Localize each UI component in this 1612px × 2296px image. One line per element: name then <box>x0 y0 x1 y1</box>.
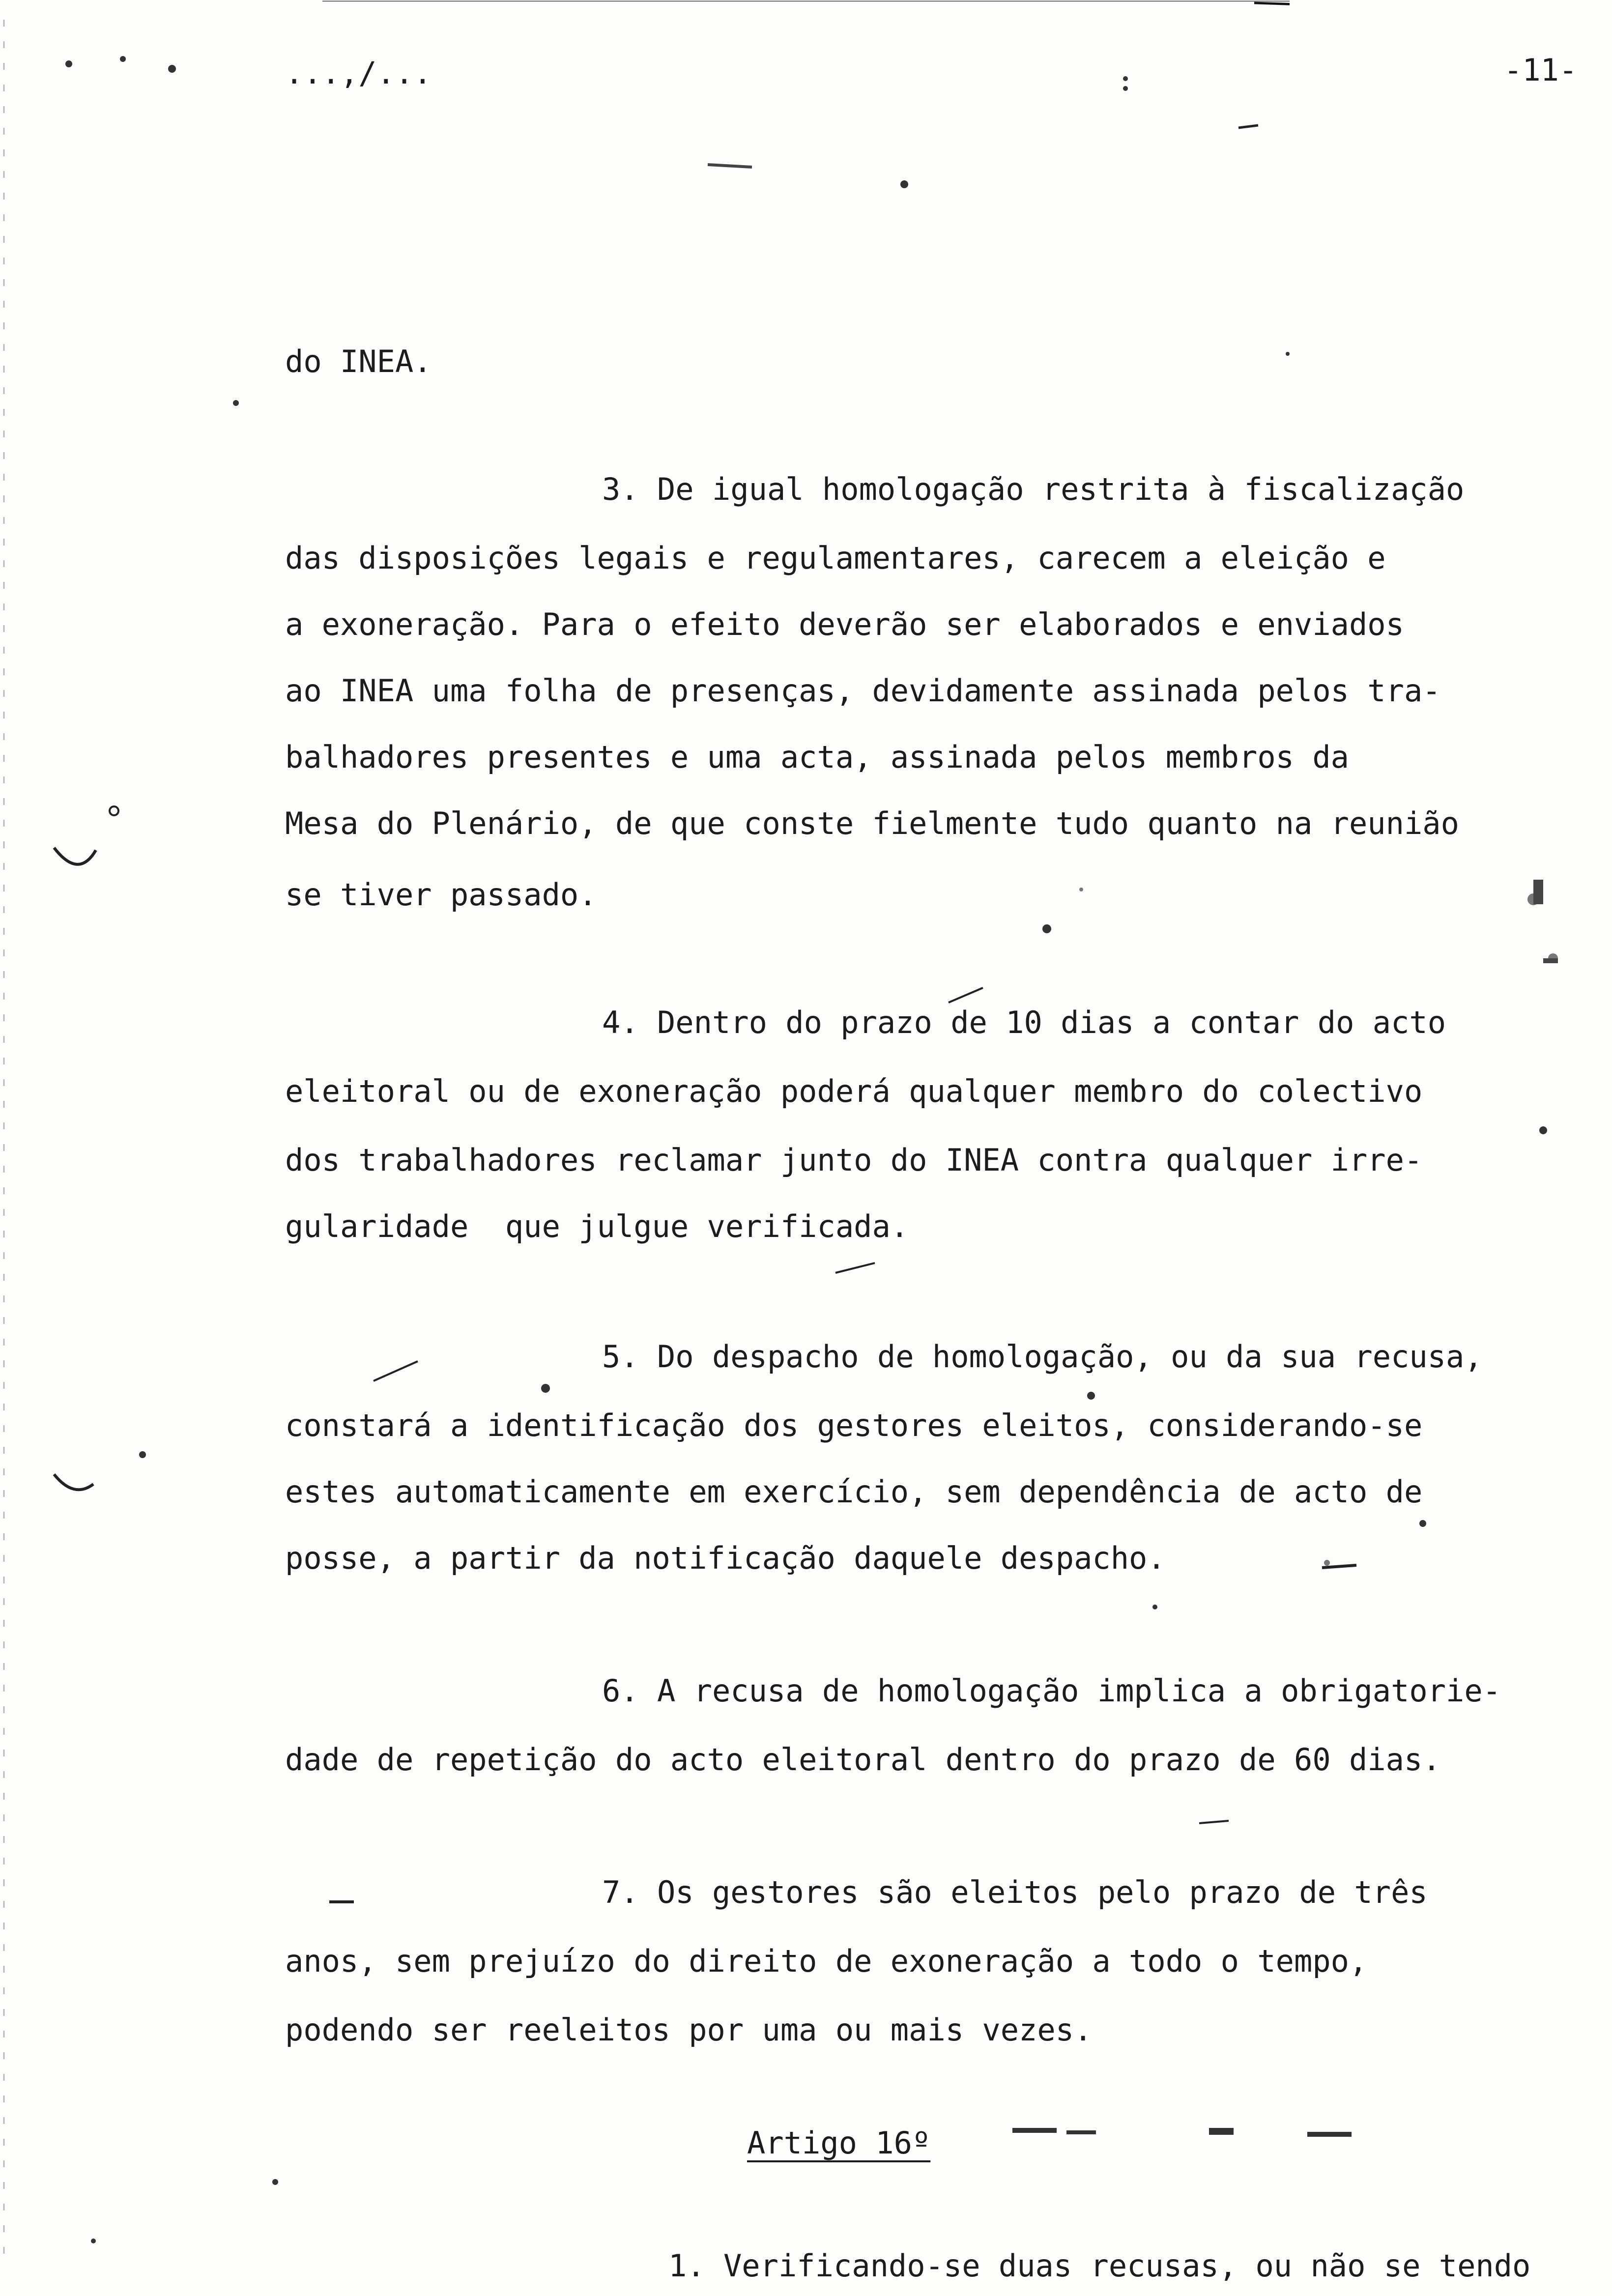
paragraph-line: 7. Os gestores são eleitos pelo prazo de três <box>602 1874 1428 1910</box>
paragraph-line: dade de repetição do acto eleitoral dentro do prazo de 60 dias. <box>285 1742 1441 1778</box>
paragraph-line: das disposições legais e regulamentares, carecem a eleição e <box>285 540 1386 576</box>
paragraph-line: 6. A recusa de homologação implica a obrigatorie- <box>602 1673 1501 1709</box>
paragraph-line: balhadores presentes e uma acta, assinada pelos membros da <box>285 739 1349 775</box>
paragraph-line: posse, a partir da notificação daquele despacho. <box>285 1540 1166 1576</box>
paragraph-line: Mesa do Plenário, de que conste fielmente tudo quanto na reunião <box>285 805 1459 841</box>
paragraph-line: 4. Dentro do prazo de 10 dias a contar do acto <box>602 1004 1446 1040</box>
paragraph-line: dos trabalhadores reclamar junto do INEA contra qualquer irre- <box>285 1142 1423 1178</box>
paragraph-line: gularidade que julgue verificada. <box>285 1208 909 1244</box>
paragraph-line: anos, sem prejuízo do direito de exoneração a todo o tempo, <box>285 1943 1368 1979</box>
paragraph-line: ao INEA uma folha de presenças, devidamente assinada pelos tra- <box>285 673 1441 709</box>
paragraph-continuation: do INEA. <box>285 344 432 379</box>
paragraph-line: a exoneração. Para o efeito deverão ser elaborados e enviados <box>285 606 1404 642</box>
paragraph-line: se tiver passado. <box>285 877 597 913</box>
paragraph-line: podendo ser reeleitos por uma ou mais vezes. <box>285 2012 1093 2048</box>
page-number: -11- <box>1504 52 1578 88</box>
paragraph-line: constará a identificação dos gestores eleitos, considerando-se <box>285 1407 1423 1443</box>
paragraph-line: 3. De igual homologação restrita à fiscalização <box>602 471 1465 507</box>
continuation-mark: ...,/... <box>285 55 432 91</box>
paragraph-line: 1. Verificando-se duas recusas, ou não se tendo <box>668 2248 1531 2284</box>
paragraph-line: eleitoral ou de exoneração poderá qualquer membro do colectivo <box>285 1073 1423 1109</box>
paragraph-line: estes automaticamente em exercício, sem dependência de acto de <box>285 1474 1423 1510</box>
article-heading: Artigo 16º <box>747 2125 931 2161</box>
paragraph-line: 5. Do despacho de homologação, ou da sua recusa, <box>602 1339 1483 1375</box>
